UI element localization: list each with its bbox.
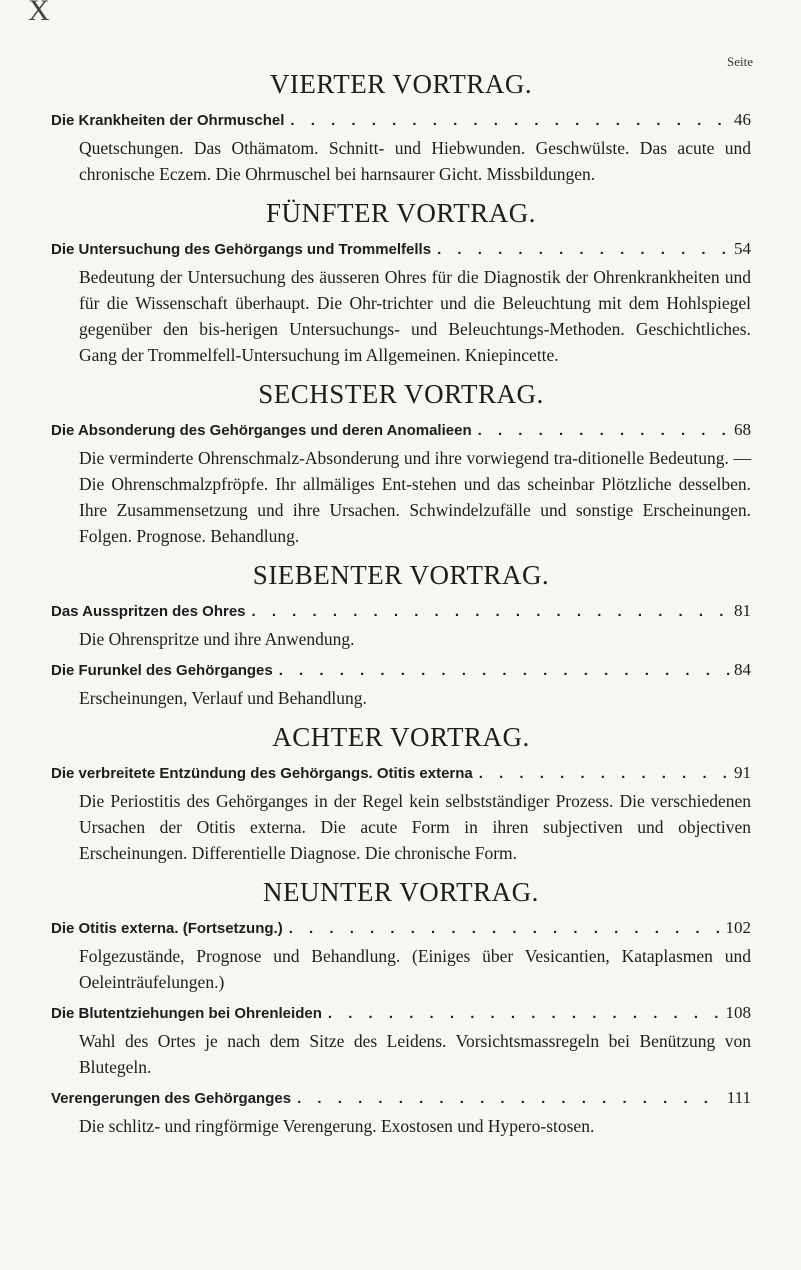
entry-description: Folgezustände, Prognose und Behandlung. (Einiges über Vesicantien, Kataplasmen und Oeleinträufelungen.) [79, 946, 751, 992]
section-9 [51, 876, 751, 1139]
entry-title: Die Otitis externa. (Fortsetzung.) [51, 920, 283, 937]
toc-entry[interactable] [51, 108, 751, 133]
toc-entry[interactable] [51, 237, 751, 262]
table-of-contents [51, 68, 751, 1149]
entry-page-number: 46 [734, 110, 751, 129]
section-6 [51, 378, 751, 549]
entry-description: Bedeutung der Untersuchung des äusseren Ohres für die Diagnostik der Ohrenkrankheiten und für die Wissenschaft überhaupt. Die Ohr-trichter und die Beleuchtung mit dem Hohlspiegel gegenüber den bis-herigen Untersuchungs- und Beleuchtungs-Methoden. Geschichtliches. Gang der Trommelfell-Untersuchung im Allgemeinen. Kniepincette. [79, 267, 751, 365]
entry-description: Die verminderte Ohrenschmalz-Absonderung und ihre vorwiegend tra-ditionelle Bedeutung. — Die Ohrenschmalzpfröpfe. Ihr allmäliges Ent-stehen und das scheinbar Plötzliche desselben. Ihre Zusammensetzung und ihre Ursachen. Schwindelzufälle und sonstige Erscheinungen. Folgen. Prognose. Behandlung. [79, 448, 751, 546]
toc-entry[interactable] [51, 658, 751, 683]
entry-title: Die verbreitete Entzündung des Gehörgangs. Otitis externa [51, 765, 473, 782]
section-title: ACHTER VORTRAG. [272, 722, 530, 752]
entry-page-number: 68 [734, 420, 751, 439]
toc-entry[interactable] [51, 1086, 751, 1111]
dot-leader [473, 762, 730, 786]
entry-page-number: 102 [725, 918, 751, 937]
page-column-label: Seite [727, 54, 753, 69]
dot-leader [472, 419, 730, 443]
dot-leader [273, 659, 730, 683]
section-7 [51, 559, 751, 711]
entry-description: Erscheinungen, Verlauf und Behandlung. [79, 688, 367, 708]
entry-title: Die Untersuchung des Gehörgangs und Trommelfells [51, 241, 432, 258]
entry-title: Die Krankheiten der Ohrmuschel [51, 112, 285, 129]
entry-title: Verengerungen des Gehörganges [51, 1090, 292, 1107]
section-title: FÜNFTER VORTRAG. [266, 198, 536, 228]
dot-leader [246, 600, 730, 624]
entry-page-number: 81 [734, 601, 751, 620]
section-5 [51, 197, 751, 368]
entry-description: Die Ohrenspritze und ihre Anwendung. [79, 629, 355, 649]
dot-leader [284, 109, 730, 133]
entry-page-number: 91 [734, 763, 751, 782]
entry-page-number: 84 [734, 660, 751, 679]
section-title: VIERTER VORTRAG. [269, 69, 533, 99]
entry-title: Die Blutentziehungen bei Ohrenleiden [51, 1005, 322, 1022]
entry-description: Quetschungen. Das Othämatom. Schnitt- und Hiebwunden. Geschwülste. Das acute und chronische Eczem. Die Ohrmuschel bei harnsaurer Gicht. Missbildungen. [79, 138, 751, 184]
entry-page-number: 108 [725, 1003, 751, 1022]
entry-description: Die Periostitis des Gehörganges in der Regel kein selbstständiger Prozess. Die verschiedenen Ursachen der Otitis externa. Die acute Form in ihren subjectiven und objectiven Erscheinungen. Differentielle Diagnose. Die chronische Form. [79, 791, 751, 863]
section-title: SIEBENTER VORTRAG. [252, 560, 550, 590]
entry-title: Die Furunkel des Gehörganges [51, 662, 273, 679]
dot-leader [431, 238, 730, 262]
section-title: NEUNTER VORTRAG. [263, 877, 539, 907]
section-8 [51, 721, 751, 866]
dot-leader [322, 1002, 722, 1026]
entry-description: Die schlitz- und ringförmige Verengerung. Exostosen und Hypero-stosen. [79, 1116, 595, 1136]
entry-description: Wahl des Ortes je nach dem Sitze des Leidens. Vorsichtsmassregeln bei Benützung von Blutegeln. [79, 1031, 751, 1077]
toc-entry[interactable] [51, 916, 751, 941]
entry-page-number: 54 [734, 239, 751, 258]
dot-leader [283, 917, 722, 941]
toc-entry[interactable] [51, 599, 751, 624]
toc-entry[interactable] [51, 418, 751, 443]
entry-title: Die Absonderung des Gehörganges und deren Anomalieen [51, 422, 472, 439]
toc-entry[interactable] [51, 1001, 751, 1026]
entry-title: Das Ausspritzen des Ohres [51, 603, 246, 620]
corner-mark: X [28, 0, 50, 27]
entry-page-number: 111 [726, 1088, 751, 1107]
section-title: SECHSTER VORTRAG. [258, 379, 544, 409]
section-4 [51, 68, 751, 187]
toc-entry[interactable] [51, 761, 751, 786]
dot-leader [291, 1087, 723, 1111]
